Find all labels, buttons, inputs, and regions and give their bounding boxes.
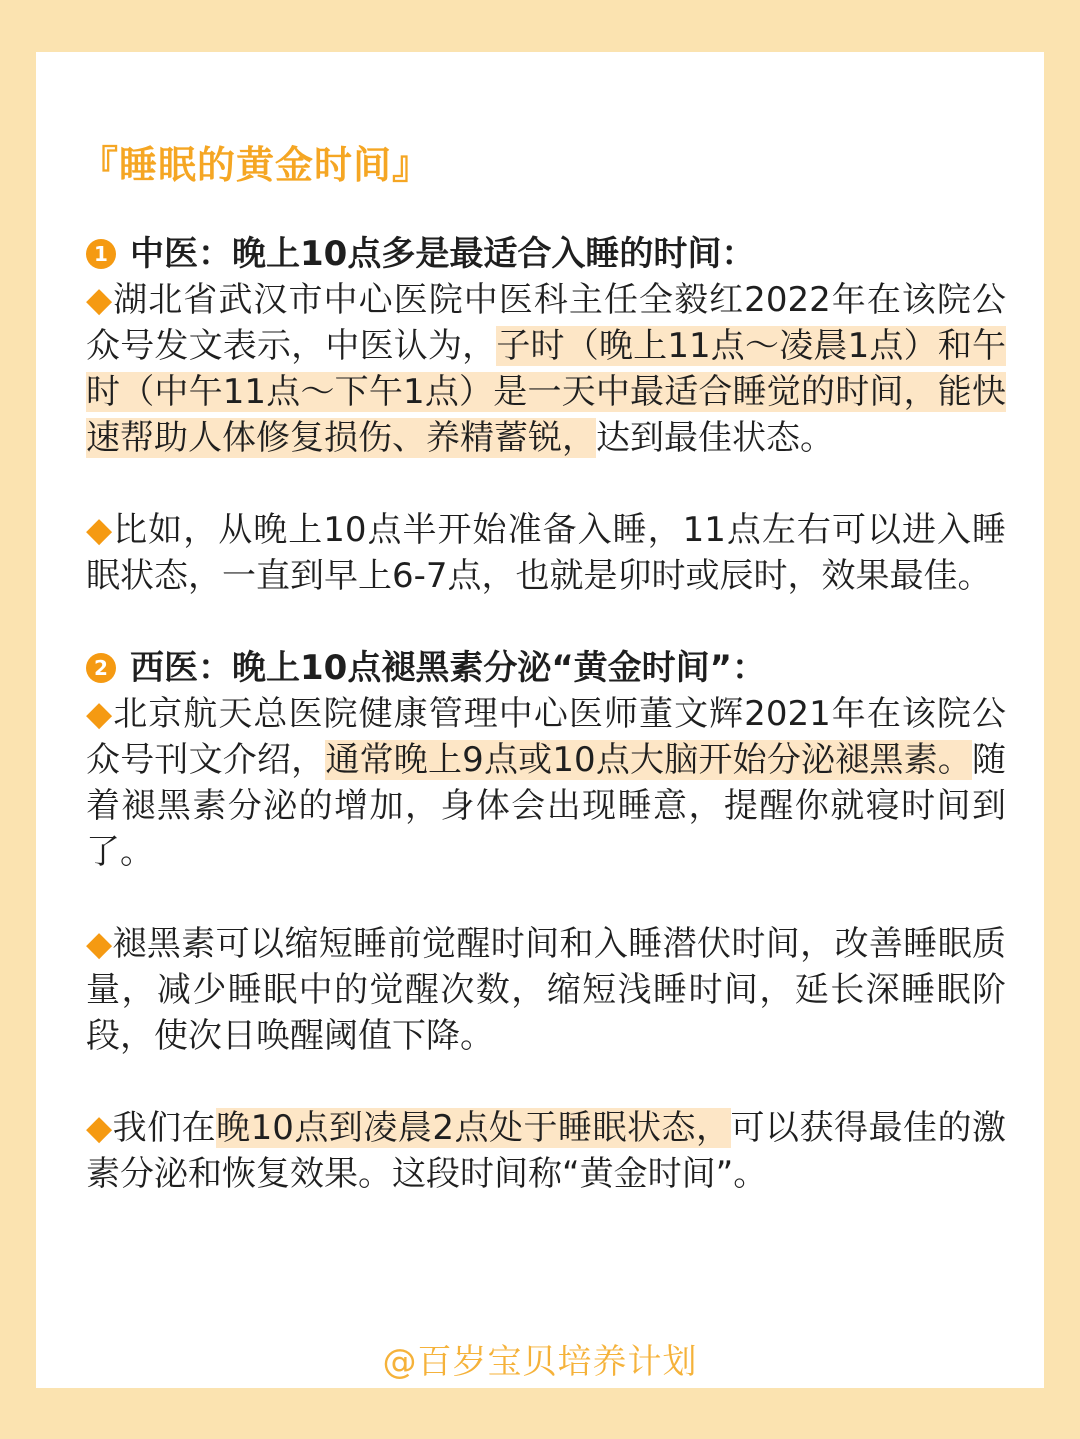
paragraph-text: 褪黑素可以缩短睡前觉醒时间和入睡潜伏时间，改善睡眠质量，减少睡眠中的觉醒次数，缩短浅睡时间，延长深睡眠阶段，使次日唤醒阈值下降。 — [86, 924, 1006, 1056]
paragraph-tcm-1 — [86, 277, 1006, 461]
paragraph-text: 我们在 — [112, 1108, 217, 1148]
paragraph-text: 湖北省武汉市中心医院中医科主任全毅红2022年在该院公众号发文表示，中医认为， — [86, 280, 1006, 366]
section-heading-western — [86, 645, 1006, 691]
paragraph-text: 随着褪黑素分泌的增加，身体会出现睡意，提醒你就寝时间到了。 — [86, 740, 1006, 872]
highlighted-text: 子时（晚上11点～凌晨1点）和午时（中午11点～下午1点）是一天中最适合睡觉的时间，能快速帮助人体修复损伤、养精蓄锐， — [86, 326, 1006, 458]
paragraph-western-3 — [86, 1105, 1006, 1197]
diamond-bullet-icon: ◆ — [86, 924, 113, 964]
paragraph-tcm-2 — [86, 507, 1006, 599]
number-two-icon: 2 — [86, 653, 116, 683]
highlighted-text: 晚10点到凌晨2点处于睡眠状态， — [216, 1108, 731, 1148]
section-heading-text: 西医：晚上10点褪黑素分泌“黄金时间”： — [130, 648, 767, 688]
content-card — [36, 52, 1044, 1388]
section-heading-tcm — [86, 231, 1006, 277]
paragraph-text: 可以获得最佳的激素分泌和恢复效果。这段时间称“黄金时间”。 — [86, 1108, 1006, 1194]
paragraph-western-1 — [86, 691, 1006, 875]
author-watermark: @百岁宝贝培养计划 — [382, 1342, 698, 1382]
paragraph-text: 北京航天总医院健康管理中心医师董文辉2021年在该院公众号刊文介绍， — [86, 694, 1006, 780]
diamond-bullet-icon: ◆ — [86, 1108, 113, 1148]
paragraph-text: 达到最佳状态。 — [596, 418, 834, 458]
paragraph-western-2 — [86, 921, 1006, 1059]
number-one-icon: 1 — [86, 239, 116, 269]
page-title: 『睡眠的黄金时间』 — [80, 143, 432, 187]
highlighted-text: 通常晚上9点或10点大脑开始分泌褪黑素。 — [325, 740, 972, 780]
diamond-bullet-icon: ◆ — [86, 280, 114, 320]
article-body — [80, 134, 1006, 1197]
diamond-bullet-icon: ◆ — [86, 510, 114, 550]
section-heading-text: 中医：晚上10点多是最适合入睡的时间： — [130, 234, 756, 274]
diamond-bullet-icon: ◆ — [86, 694, 114, 734]
paragraph-text: 比如，从晚上10点半开始准备入睡，11点左右可以进入睡眠状态，一直到早上6-7点，也就是卯时或辰时，效果最佳。 — [86, 510, 1006, 596]
